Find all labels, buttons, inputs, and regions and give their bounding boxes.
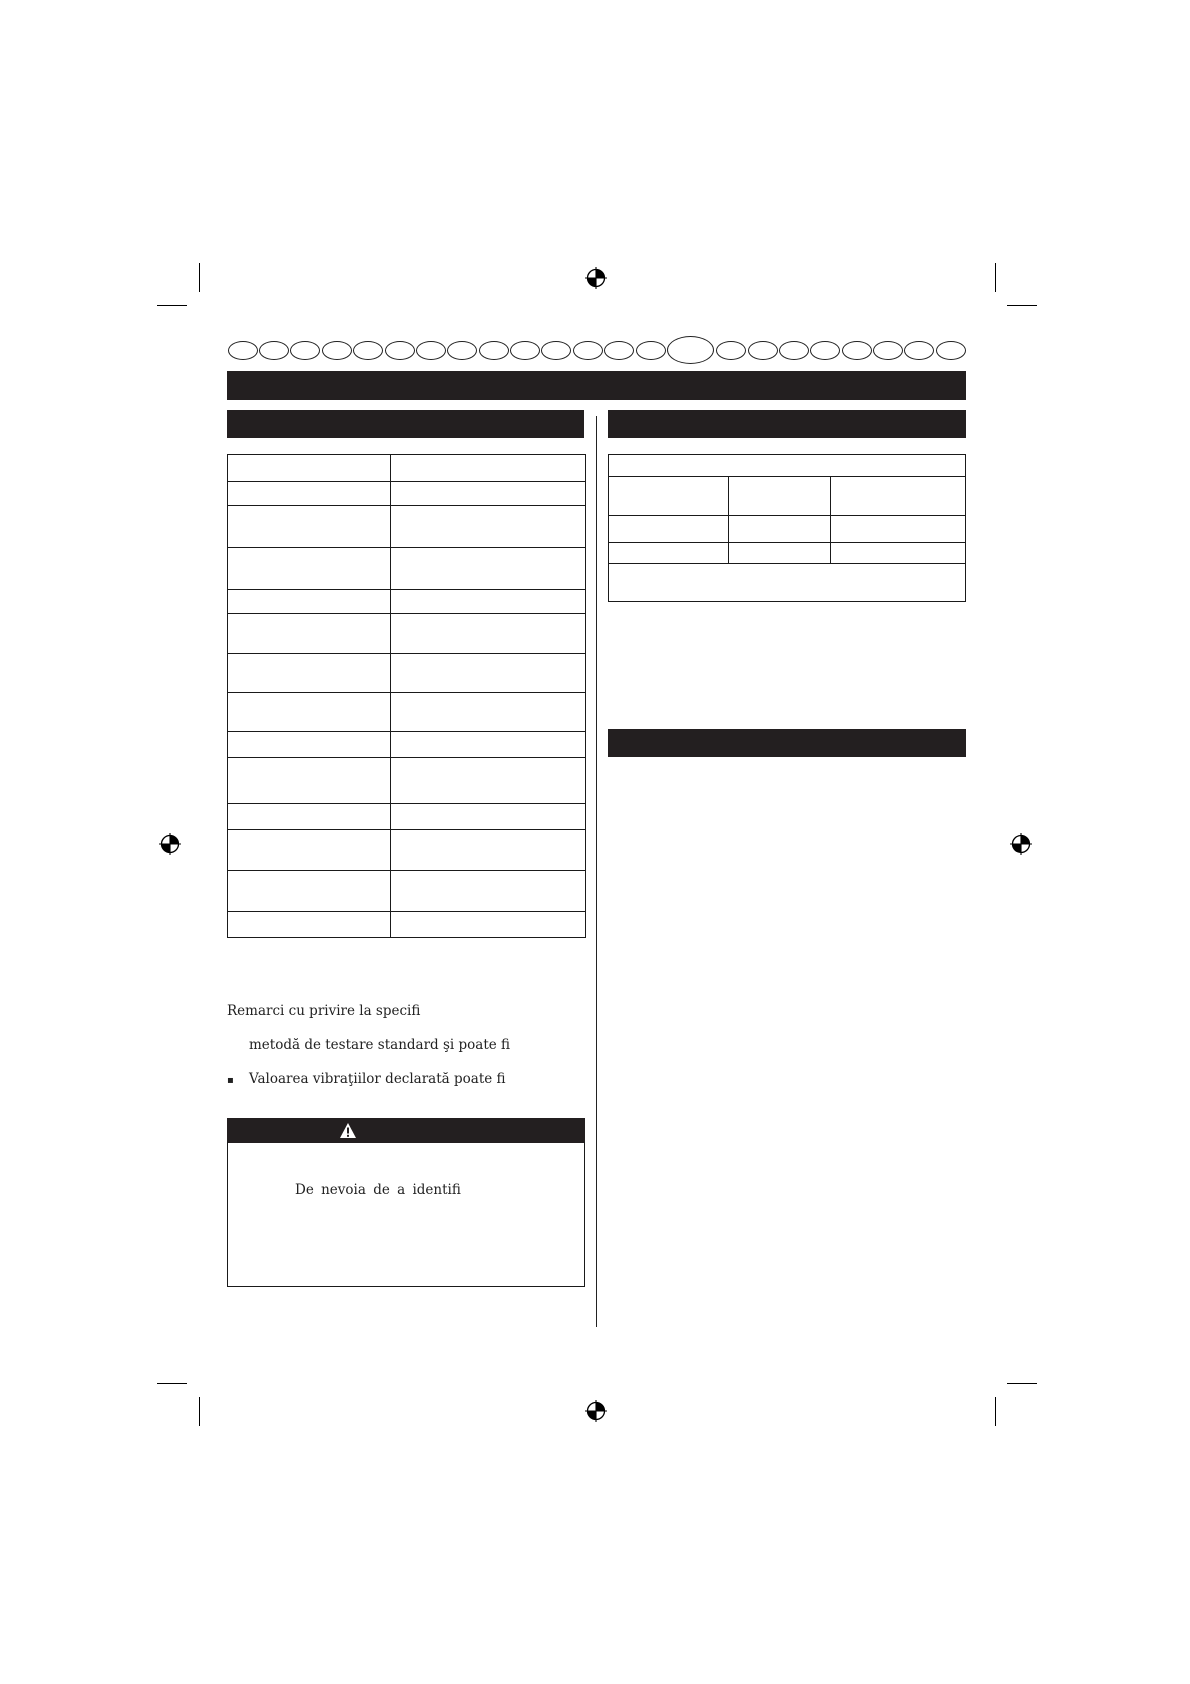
table-row bbox=[228, 455, 586, 482]
language-tab[interactable] bbox=[748, 341, 778, 360]
language-tab[interactable] bbox=[573, 341, 603, 360]
language-tab[interactable] bbox=[810, 341, 840, 360]
table-cell bbox=[391, 482, 586, 506]
table-cell bbox=[228, 455, 391, 482]
language-tab[interactable] bbox=[541, 341, 571, 360]
language-tab[interactable] bbox=[636, 341, 666, 360]
remarks-heading: Remarci cu privire la specifi bbox=[227, 1003, 421, 1019]
table-cell bbox=[228, 871, 391, 912]
table-rule bbox=[609, 563, 965, 564]
table-row bbox=[228, 693, 586, 732]
table-cell bbox=[228, 830, 391, 871]
table-row bbox=[228, 548, 586, 590]
language-tab[interactable] bbox=[290, 341, 320, 360]
crop-mark-bottom-left-vertical bbox=[199, 1397, 200, 1426]
language-tab[interactable] bbox=[353, 341, 383, 360]
table-cell bbox=[391, 590, 586, 614]
registration-mark-icon bbox=[585, 1400, 607, 1422]
language-tab[interactable] bbox=[416, 341, 446, 360]
table-row bbox=[228, 654, 586, 693]
language-tab[interactable] bbox=[447, 341, 477, 360]
table-cell bbox=[391, 830, 586, 871]
column-divider bbox=[596, 416, 597, 1327]
warning-box bbox=[227, 1142, 585, 1287]
language-tab[interactable] bbox=[259, 341, 289, 360]
table-cell bbox=[391, 506, 586, 548]
registration-mark-icon bbox=[585, 267, 607, 289]
table-cell bbox=[391, 804, 586, 830]
table-row bbox=[228, 804, 586, 830]
crop-mark-bottom-right-vertical bbox=[995, 1397, 996, 1426]
registration-mark-icon bbox=[159, 833, 181, 855]
language-tab[interactable] bbox=[385, 341, 415, 360]
language-tab[interactable] bbox=[479, 341, 509, 360]
crop-mark-bottom-right-horizontal bbox=[1007, 1383, 1037, 1384]
language-tab[interactable] bbox=[904, 341, 934, 360]
crop-mark-top-right-horizontal bbox=[1007, 305, 1037, 306]
table-row bbox=[228, 758, 586, 804]
table-cell bbox=[391, 912, 586, 938]
table-row bbox=[228, 506, 586, 548]
right-second-section-header-bar bbox=[608, 729, 966, 757]
warning-text: De nevoia de a identifi bbox=[295, 1182, 461, 1198]
table-cell bbox=[228, 732, 391, 758]
specifications-table bbox=[227, 454, 586, 938]
table-cell bbox=[391, 693, 586, 732]
table-cell bbox=[228, 614, 391, 654]
language-tab[interactable] bbox=[936, 341, 966, 360]
table-cell bbox=[228, 590, 391, 614]
page-header-bar bbox=[227, 371, 966, 400]
table-cell bbox=[391, 654, 586, 693]
table-row bbox=[228, 830, 586, 871]
table-row bbox=[228, 912, 586, 938]
language-tab[interactable] bbox=[716, 341, 746, 360]
table-cell bbox=[228, 482, 391, 506]
left-section-header-bar bbox=[227, 410, 584, 438]
table-row bbox=[228, 482, 586, 506]
language-tab[interactable] bbox=[510, 341, 540, 360]
warning-header-bar bbox=[227, 1118, 585, 1143]
table-cell bbox=[228, 758, 391, 804]
crop-mark-top-left-horizontal bbox=[157, 305, 187, 306]
language-tab[interactable] bbox=[779, 341, 809, 360]
right-section-header-bar bbox=[608, 410, 966, 438]
registration-mark-icon bbox=[1010, 833, 1032, 855]
table-rule bbox=[830, 476, 831, 564]
table-rule bbox=[609, 542, 965, 543]
table-rule bbox=[728, 476, 729, 564]
bullet-line: Valoarea vibraţiilor declarată poate fi bbox=[249, 1071, 506, 1087]
language-tab[interactable] bbox=[604, 341, 634, 360]
table-cell bbox=[391, 732, 586, 758]
bullet-symbol: ▪ bbox=[227, 1075, 234, 1086]
table-cell bbox=[391, 548, 586, 590]
language-tab[interactable] bbox=[873, 341, 903, 360]
table-cell bbox=[391, 614, 586, 654]
crop-mark-top-right-vertical bbox=[995, 263, 996, 292]
remarks-line: metodă de testare standard şi poate fi bbox=[249, 1037, 511, 1053]
table-cell bbox=[228, 654, 391, 693]
warning-triangle-icon bbox=[339, 1122, 357, 1139]
language-tab[interactable] bbox=[322, 341, 352, 360]
table-row bbox=[228, 590, 586, 614]
vibration-table bbox=[608, 454, 966, 602]
table-rule bbox=[609, 515, 965, 516]
table-row bbox=[228, 871, 586, 912]
table-cell bbox=[391, 871, 586, 912]
language-tab[interactable] bbox=[228, 341, 258, 360]
table-row bbox=[228, 614, 586, 654]
table-cell bbox=[391, 758, 586, 804]
table-cell bbox=[391, 455, 586, 482]
crop-mark-top-left-vertical bbox=[199, 263, 200, 292]
table-row bbox=[228, 732, 586, 758]
table-cell bbox=[228, 506, 391, 548]
table-cell bbox=[228, 912, 391, 938]
language-tab[interactable] bbox=[842, 341, 872, 360]
table-cell bbox=[228, 693, 391, 732]
table-cell bbox=[228, 804, 391, 830]
table-cell bbox=[228, 548, 391, 590]
language-tab-active[interactable] bbox=[667, 336, 714, 364]
table-rule bbox=[609, 476, 965, 477]
crop-mark-bottom-left-horizontal bbox=[157, 1383, 187, 1384]
